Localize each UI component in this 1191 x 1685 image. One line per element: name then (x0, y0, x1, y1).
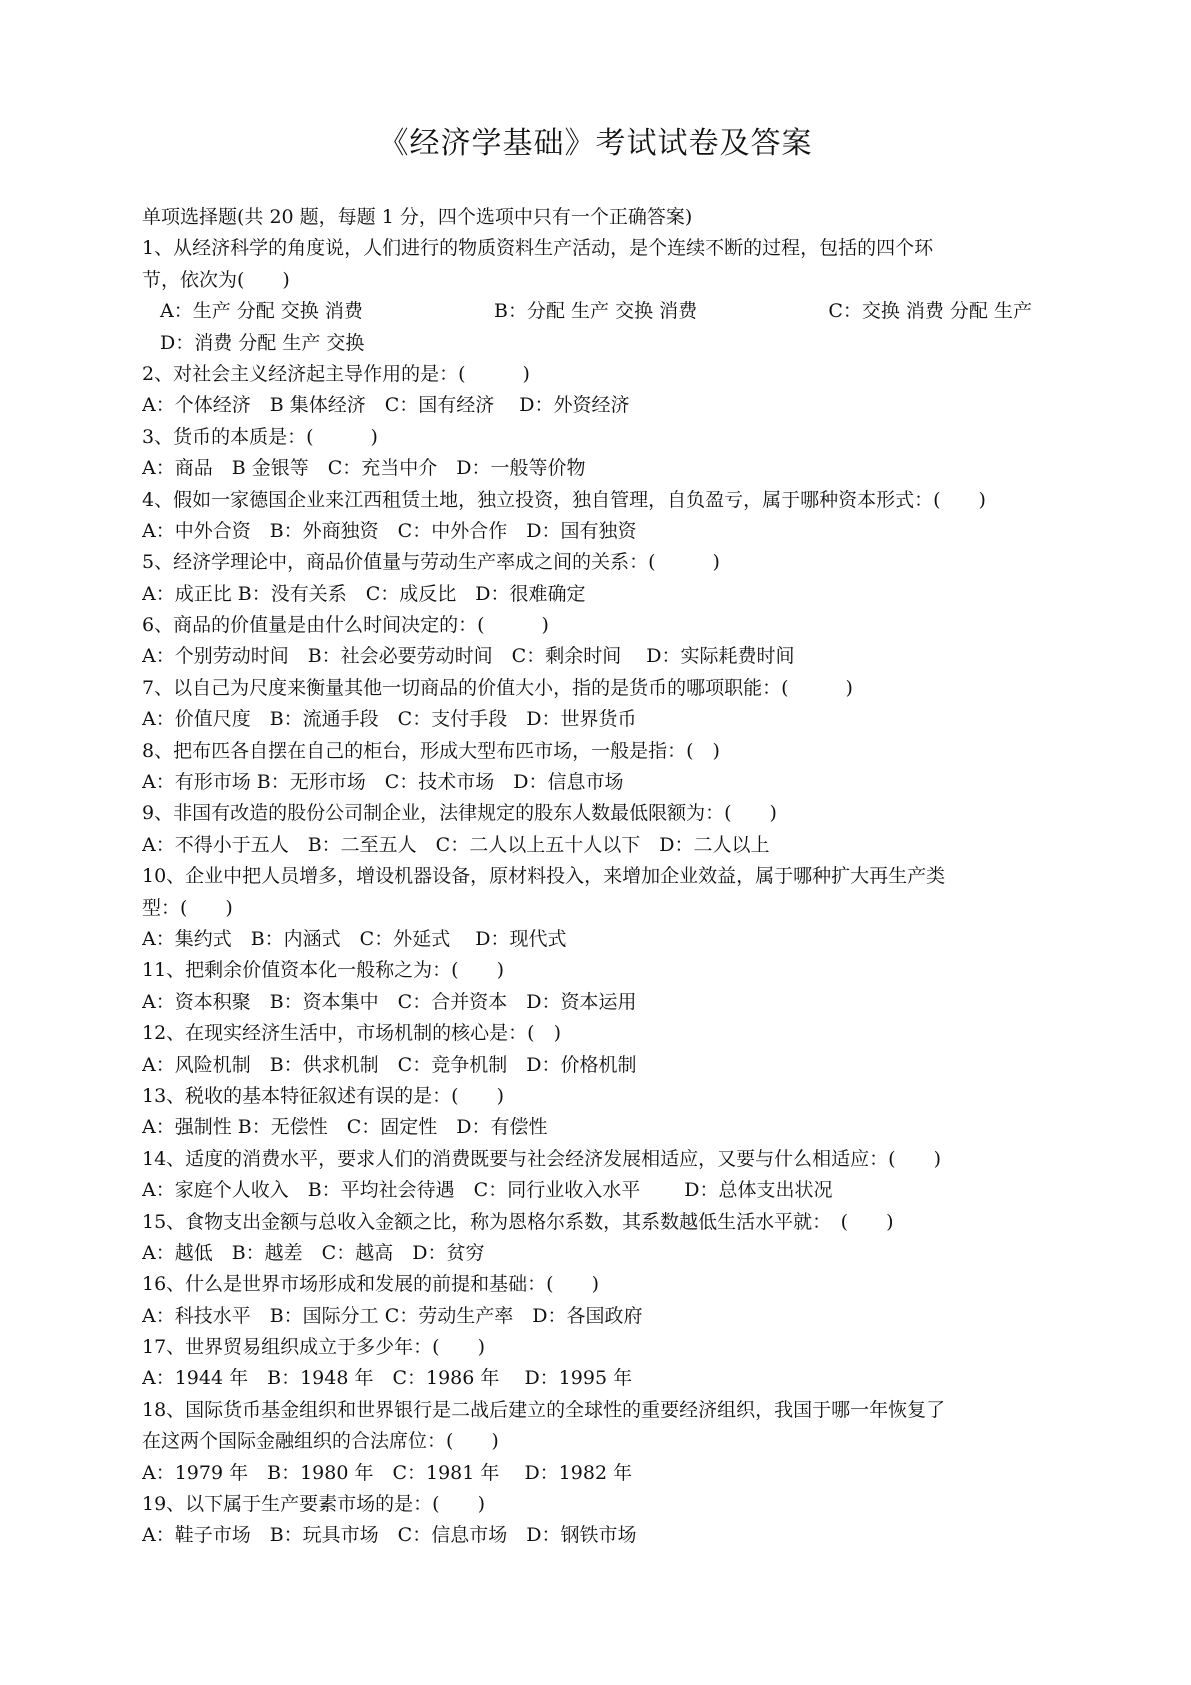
options-line: A：价值尺度 B：流通手段 C：支付手段 D：世界货币 (142, 708, 637, 731)
question-text: 在这两个国际金融组织的合法席位：( ) (142, 1430, 499, 1453)
options-line: A：越低 B：越差 C：越高 D：贫穷 (142, 1241, 485, 1264)
question-text: 5、经济学理论中，商品价值量与劳动生产率成之间的关系：( ) (142, 551, 720, 574)
exam-content (142, 202, 1032, 1552)
question-text: 4、假如一家德国企业来江西租赁土地，独立投资，独自管理，自负盈亏，属于哪种资本形式：( ) (142, 488, 986, 511)
options-line: A：个别劳动时间 B：社会必要劳动时间 C：剩余时间 D：实际耗费时间 (142, 645, 795, 668)
options-line: A：不得小于五人 B：二至五人 C：二人以上五十人以下 D：二人以上 (142, 833, 770, 856)
options-line: A：成正比 B：没有关系 C：成反比 D：很难确定 (142, 582, 586, 605)
question-text: 10、企业中把人员增多，增设机器设备，原材料投入，来增加企业效益，属于哪种扩大再生产类 (142, 865, 946, 888)
question-text: 14、适度的消费水平，要求人们的消费既要与社会经济发展相适应，又要与什么相适应：( ) (142, 1147, 942, 1170)
options-line: A：1979 年 B：1980 年 C：1981 年 D：1982 年 (142, 1461, 633, 1484)
question-text: 6、商品的价值量是由什么时间决定的：( ) (142, 614, 549, 637)
question-15 (142, 1207, 1032, 1270)
options-line: A：家庭个人收入 B：平均社会待遇 C：同行业收入水平 D：总体支出状况 (142, 1179, 833, 1202)
question-3 (142, 422, 1032, 485)
question-11 (142, 955, 1032, 1018)
options-line: A：商品 B 金银等 C：充当中介 D：一般等价物 (142, 457, 586, 480)
question-text: 15、食物支出金额与总收入金额之比，称为恩格尔系数，其系数越低生活水平就： ( ) (142, 1210, 894, 1233)
question-text: 18、国际货币基金组织和世界银行是二战后建立的全球性的重要经济组织，我国于哪一年恢复了 (142, 1398, 946, 1421)
question-8 (142, 736, 1032, 799)
question-14 (142, 1144, 1032, 1207)
question-6 (142, 610, 1032, 673)
option-c: C：交换 消费 分配 生产 (828, 300, 1032, 323)
question-text: 3、货币的本质是：( ) (142, 425, 378, 448)
option-d: D：消费 分配 生产 交换 (160, 331, 365, 354)
question-text: 19、以下属于生产要素市场的是：( ) (142, 1493, 486, 1516)
question-text: 2、对社会主义经济起主导作用的是：( ) (142, 362, 530, 385)
question-17 (142, 1332, 1032, 1395)
question-text: 1、从经济科学的角度说，人们进行的物质资料生产活动，是个连续不断的过程，包括的四个环 (142, 237, 934, 260)
document-title: 《经济学基础》考试试卷及答案 (378, 126, 813, 161)
options-line: A：鞋子市场 B：玩具市场 C：信息市场 D：钢铁市场 (142, 1524, 637, 1547)
question-5 (142, 547, 1032, 610)
question-text: 13、税收的基本特征叙述有误的是：( ) (142, 1084, 505, 1107)
question-19 (142, 1489, 1032, 1552)
options-line: A：资本积聚 B：资本集中 C：合并资本 D：资本运用 (142, 990, 637, 1013)
options-line: A：中外合资 B：外商独资 C：中外合作 D：国有独资 (142, 519, 637, 542)
question-18 (142, 1395, 1032, 1489)
question-16 (142, 1269, 1032, 1332)
option-a: A：生产 分配 交换 消费 (160, 300, 363, 323)
question-1 (142, 233, 1032, 359)
question-text: 型：( ) (142, 896, 233, 919)
options-line: A：个体经济 B 集体经济 C：国有经济 D：外资经济 (142, 394, 630, 417)
options-line: A：1944 年 B：1948 年 C：1986 年 D：1995 年 (142, 1367, 633, 1390)
question-4 (142, 485, 1032, 548)
question-text: 8、把布匹各自摆在自己的柜台，形成大型布匹市场，一般是指：( ) (142, 739, 720, 762)
question-text: 7、以自己为尺度来衡量其他一切商品的价值大小，指的是货币的哪项职能：( ) (142, 676, 853, 699)
question-7 (142, 673, 1032, 736)
question-text: 17、世界贸易组织成立于多少年：( ) (142, 1336, 486, 1359)
options-line: A：集约式 B：内涵式 C：外延式 D：现代式 (142, 927, 567, 950)
question-12 (142, 1018, 1032, 1081)
question-text: 11、把剩余价值资本化一般称之为：( ) (142, 959, 505, 982)
question-13 (142, 1081, 1032, 1144)
option-b: B：分配 生产 交换 消费 (494, 300, 698, 323)
options-line: A：强制性 B：无偿性 C：固定性 D：有偿性 (142, 1116, 548, 1139)
section-heading: 单项选择题(共 20 题，每题 1 分，四个选项中只有一个正确答案) (142, 206, 693, 228)
question-text: 12、在现实经济生活中，市场机制的核心是：( ) (142, 1022, 562, 1045)
options-line: A：科技水平 B：国际分工 C：劳动生产率 D：各国政府 (142, 1304, 643, 1327)
question-text: 节，依次为( ) (142, 268, 290, 291)
options-line: A：有形市场 B：无形市场 C：技术市场 D：信息市场 (142, 771, 624, 794)
options-line: A：风险机制 B：供求机制 C：竞争机制 D：价格机制 (142, 1053, 637, 1076)
question-9 (142, 798, 1032, 861)
question-10 (142, 861, 1032, 955)
question-2 (142, 359, 1032, 422)
option-row (142, 296, 1032, 327)
question-text: 9、非国有改造的股份公司制企业，法律规定的股东人数最低限额为：( ) (142, 802, 777, 825)
question-text: 16、什么是世界市场形成和发展的前提和基础：( ) (142, 1273, 600, 1296)
